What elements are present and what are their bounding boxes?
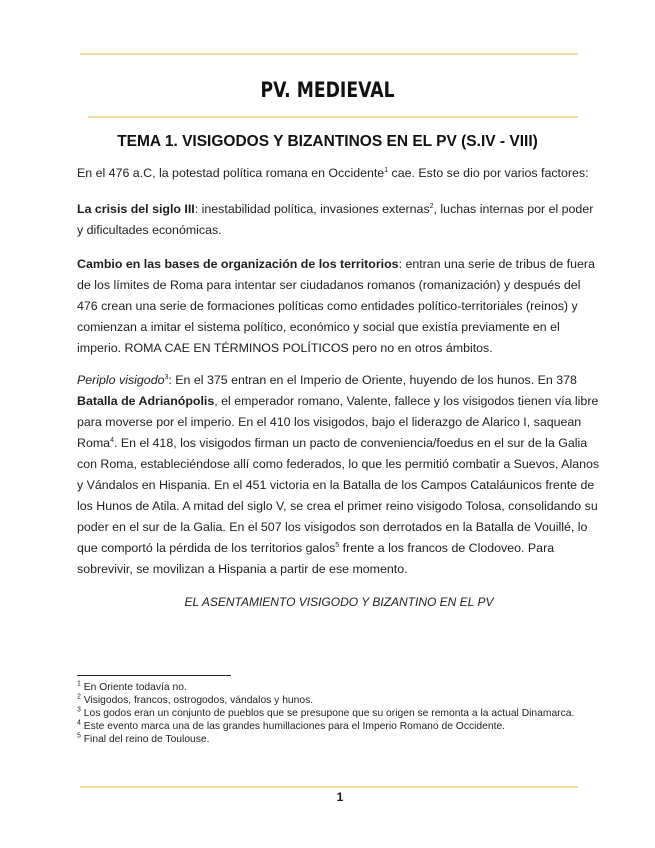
footnote-ref-3[interactable]: 3	[164, 373, 169, 381]
footnote-text: Este evento marca una de las grandes humillaciones para el Imperio Romano de Occidente.	[80, 721, 506, 732]
footnote-text: Final del reino de Toulouse.	[80, 734, 210, 745]
footnote-separator	[77, 675, 231, 676]
crisis-paragraph	[77, 199, 601, 241]
footnote-number: 1	[77, 680, 81, 688]
title-divider	[88, 116, 578, 118]
footnote-text: En Oriente todavía no.	[80, 682, 187, 693]
periplo-text-3: . En el 418, los visigodos firman un pacto de conveniencia/foedus en el sur de la Galia con Roma, estableciéndose allí como federados, lo que les permitió combatir a Suevos, Alanos y Vándalos en Hispania. En el 451 victoria en la Batalla de los Campos Cataláunicos frente de los Hunos de Atila. A mitad del siglo V, se crea el primer reino visigodo Tolosa, consolidando su poder en el sur de la Galia. En el 507 los visigodos son derrotados en la Batalla de Vouillé, lo que comportó la pérdida de los territorios galos	[77, 436, 600, 555]
footnote-number: 5	[77, 732, 81, 740]
intro-text: En el 476 a.C, la potestad política romana en Occidente	[77, 166, 385, 180]
footnote-ref-5[interactable]: 5	[335, 541, 340, 549]
periplo-text-1: : En el 375 entran en el Imperio de Oriente, huyendo de los hunos. En 378	[168, 373, 577, 387]
periplo-text-4: frente a los francos de Clodoveo. Para sobrevivir, se movilizan a Hispania a partir de ese momento.	[77, 541, 555, 576]
page-number: 1	[336, 790, 344, 804]
footnote-text: Los godos eran un conjunto de pueblos que se presupone que su origen se remonta a la actual Dinamarca.	[80, 708, 575, 719]
crisis-text: : inestabilidad política, invasiones externas	[194, 202, 430, 216]
footnote-1	[77, 681, 577, 694]
top-divider	[80, 53, 578, 55]
footnote-4	[77, 720, 577, 733]
footnote-number: 4	[77, 719, 81, 727]
crisis-label: La crisis del siglo III	[77, 202, 195, 216]
footnote-2	[77, 694, 577, 707]
footnote-5	[77, 733, 577, 746]
cambio-paragraph	[77, 254, 601, 359]
footnote-number: 2	[77, 693, 81, 701]
periplo-paragraph	[77, 370, 601, 580]
document-title: PV. MEDIEVAL	[260, 78, 395, 102]
footnote-ref-1[interactable]: 1	[384, 166, 389, 174]
footnote-text: Visigodos, francos, ostrogodos, vándalos y hunos.	[80, 695, 314, 706]
intro-paragraph	[77, 163, 601, 184]
intro-text-end: cae. Esto se dio por varios factores:	[388, 166, 589, 180]
figure-caption: EL ASENTAMIENTO VISIGODO Y BIZANTINO EN EL PV	[184, 595, 494, 609]
footnote-ref-2[interactable]: 2	[429, 202, 434, 210]
cambio-text: : entran una serie de tribus de fuera de los límites de Roma para intentar ser ciudadanos romanos (romanización) y después del 476 crean una serie de formaciones políticas como entidades político-territoriales (reinos) y comienzan a imitar el sistema político, económico y social que existía previamente en el imperio. ROMA CAE EN TÉRMINOS POLÍTICOS pero no en otros ámbitos.	[77, 257, 595, 355]
periplo-text-2: , el emperador romano, Valente, fallece y los visigodos tienen vía libre para moverse por el imperio. En el 410 los visigodos, bajo el liderazgo de Alarico I, saquean Roma	[77, 394, 599, 450]
cambio-label: Cambio en las bases de organización de los territorios	[77, 257, 399, 271]
footnote-number: 3	[77, 706, 81, 714]
footnote-3	[77, 707, 577, 720]
footnote-ref-4[interactable]: 4	[110, 436, 114, 444]
crisis-text-end: , luchas internas por el poder y dificultades económicas.	[77, 202, 594, 237]
section-title: TEMA 1. VISIGODOS Y BIZANTINOS EN EL PV (S.IV - VIII)	[117, 133, 538, 150]
adrianopolis-label: Batalla de Adrianópolis	[77, 394, 215, 408]
footnotes	[77, 681, 577, 746]
bottom-divider	[80, 786, 578, 788]
periplo-label: Periplo visigodo	[77, 373, 165, 387]
